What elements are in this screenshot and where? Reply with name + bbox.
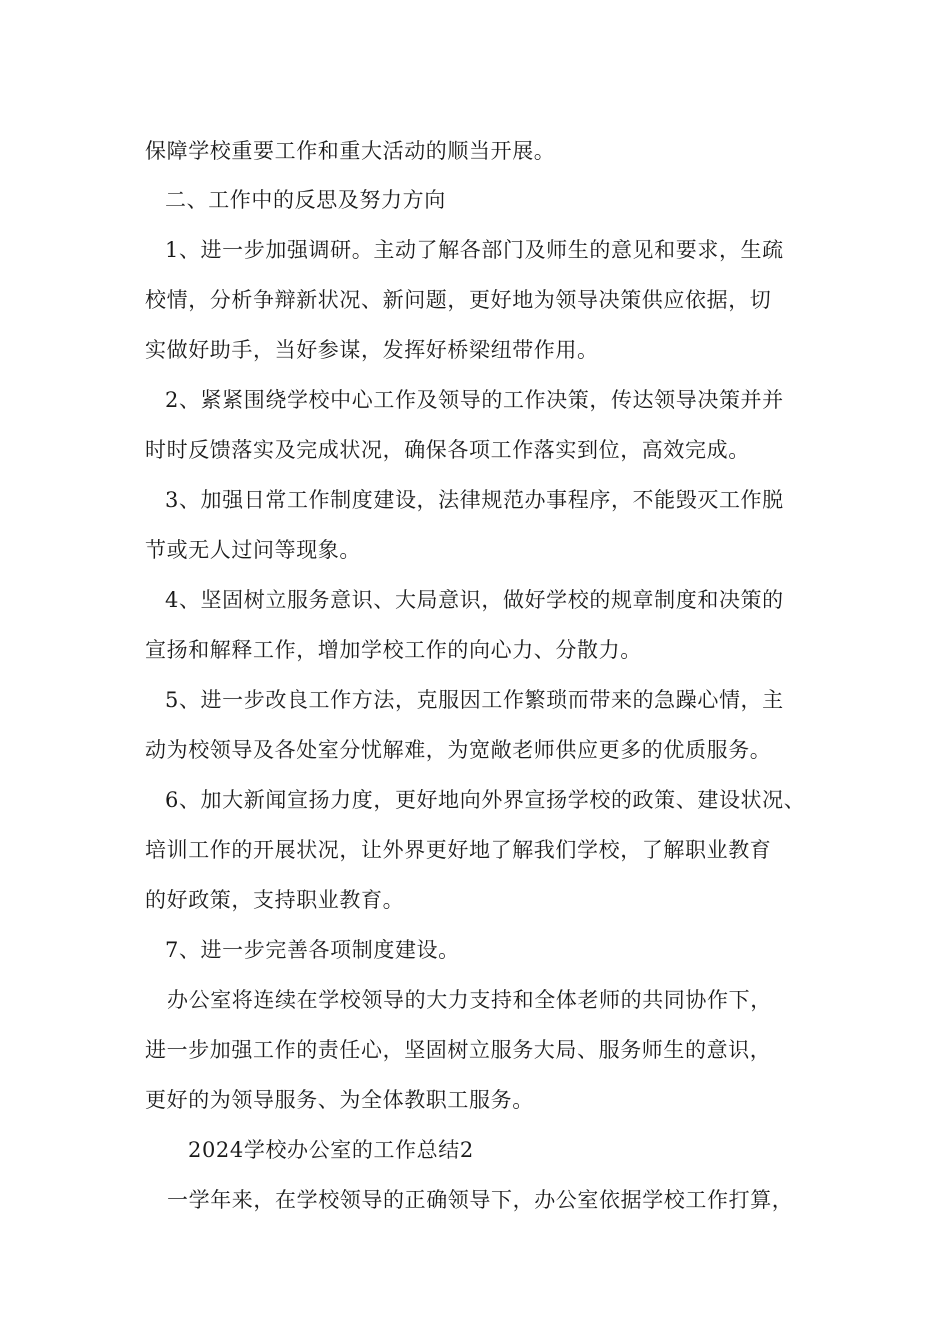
text-line-closing: 办公室将连续在学校领导的大力支持和全体老师的共同协作下，	[167, 988, 772, 1012]
text-line-item-3: 3、加强日常工作制度建设，法律规范办事程序，不能毁灭工作脱	[165, 488, 784, 512]
text-line-item-2: 2、紧紧围绕学校中心工作及领导的工作决策，传达领导决策并并	[165, 388, 784, 412]
text-line-item-6-cont: 的好政策，支持职业教育。	[145, 888, 405, 912]
text-line-closing-cont: 更好的为领导服务、为全体教职工服务。	[145, 1088, 534, 1112]
text-line-item-2-cont: 时时反馈落实及完成状况，确保各项工作落实到位，高效完成。	[145, 438, 750, 462]
text-line-item-1-cont: 校情，分析争辩新状况、新问题，更好地为领导决策供应依据，切	[145, 288, 772, 312]
text-line-item-1-cont: 实做好助手，当好参谋，发挥好桥梁纽带作用。	[145, 338, 599, 362]
text-line-item-6: 6、加大新闻宣扬力度，更好地向外界宣扬学校的政策、建设状况、	[165, 788, 806, 812]
text-line-item-5-cont: 动为校领导及各处室分忧解难，为宽敞老师供应更多的优质服务。	[145, 738, 772, 762]
text-line-1: 保障学校重要工作和重大活动的顺当开展。	[145, 139, 556, 163]
text-line-intro: 一学年来，在学校领导的正确领导下，办公室依据学校工作打算，	[167, 1188, 794, 1212]
text-line-item-6-cont: 培训工作的开展状况，让外界更好地了解我们学校，了解职业教育	[145, 838, 772, 862]
document-title: 2024学校办公室的工作总结2	[188, 1138, 474, 1162]
text-line-item-5: 5、进一步改良工作方法，克服因工作繁琐而带来的急躁心情，主	[165, 688, 784, 712]
text-line-item-1: 1、进一步加强调研。主动了解各部门及师生的意见和要求，生疏	[165, 238, 784, 262]
text-line-item-4-cont: 宣扬和解释工作，增加学校工作的向心力、分散力。	[145, 638, 642, 662]
text-line-closing-cont: 进一步加强工作的责任心，坚固树立服务大局、服务师生的意识，	[145, 1038, 772, 1062]
section-heading: 二、工作中的反思及努力方向	[165, 188, 446, 212]
text-line-item-7: 7、进一步完善各项制度建设。	[165, 938, 460, 962]
text-line-item-3-cont: 节或无人过问等现象。	[145, 538, 361, 562]
text-line-item-4: 4、坚固树立服务意识、大局意识，做好学校的规章制度和决策的	[165, 588, 784, 612]
